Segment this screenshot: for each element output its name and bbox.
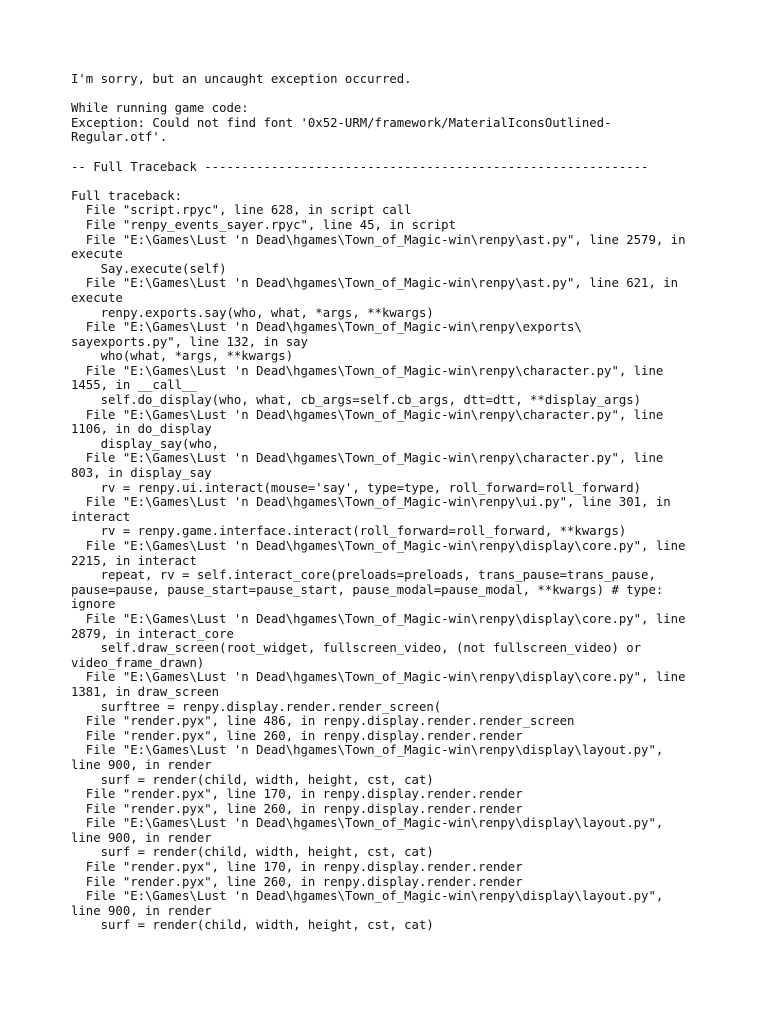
- traceback-line: surf = render(child, width, height, cst, cat): [71, 845, 434, 860]
- traceback-line: File "E:\Games\Lust 'n Dead\hgames\Town_of_Magic-win\renpy\ast.py", line 2579, in: [71, 232, 686, 247]
- traceback-line: File "E:\Games\Lust 'n Dead\hgames\Town_of_Magic-win\renpy\character.py", line: [71, 451, 664, 466]
- traceback-line: File "E:\Games\Lust 'n Dead\hgames\Town_of_Magic-win\renpy\display\layout.py",: [71, 889, 664, 904]
- traceback-line: pause=pause, pause_start=pause_start, pause_modal=pause_modal, **kwargs) # type:: [71, 582, 664, 597]
- traceback-line: File "render.pyx", line 170, in renpy.display.render.render: [71, 787, 523, 802]
- blank-line: [71, 174, 731, 189]
- traceback-line: self.do_display(who, what, cb_args=self.cb_args, dtt=dtt, **display_args): [71, 393, 642, 408]
- traceback-line: File "E:\Games\Lust 'n Dead\hgames\Town_of_Magic-win\renpy\display\layout.py",: [71, 816, 664, 831]
- traceback-line: video_frame_drawn): [71, 655, 205, 670]
- traceback-line: sayexports.py", line 132, in say: [71, 334, 308, 349]
- traceback-line: surf = render(child, width, height, cst, cat): [71, 772, 434, 787]
- traceback-line: renpy.exports.say(who, what, *args, **kwargs): [71, 305, 434, 320]
- traceback-line: execute: [71, 290, 123, 305]
- traceback-line: File "E:\Games\Lust 'n Dead\hgames\Town_of_Magic-win\renpy\ast.py", line 621, in: [71, 276, 679, 291]
- traceback-line: display_say(who,: [71, 436, 220, 451]
- traceback-line: File "render.pyx", line 260, in renpy.display.render.render: [71, 728, 523, 743]
- traceback-heading: Full traceback:: [71, 188, 183, 203]
- traceback-line: repeat, rv = self.interact_core(preloads=preloads, trans_pause=trans_pause,: [71, 568, 656, 583]
- traceback-line: 2879, in interact_core: [71, 626, 234, 641]
- traceback-line: File "E:\Games\Lust 'n Dead\hgames\Town_of_Magic-win\renpy\display\core.py", line: [71, 539, 686, 553]
- traceback-line: File "render.pyx", line 260, in renpy.display.render.render: [71, 874, 523, 889]
- blank-line: [71, 87, 731, 102]
- traceback-line: File "E:\Games\Lust 'n Dead\hgames\Town_of_Magic-win\renpy\display\core.py", line: [71, 670, 686, 685]
- traceback-line: File "render.pyx", line 260, in renpy.display.render.render: [71, 801, 523, 816]
- traceback-line: execute: [71, 247, 123, 262]
- blank-line: [71, 145, 731, 160]
- traceback-line: self.draw_screen(root_widget, fullscreen_video, (not fullscreen_video) or: [71, 641, 642, 656]
- traceback-line: surf = render(child, width, height, cst, cat): [71, 918, 434, 933]
- traceback-line: line 900, in render: [71, 757, 212, 772]
- traceback-line: File "E:\Games\Lust 'n Dead\hgames\Town_of_Magic-win\renpy\ui.py", line 301, in: [71, 495, 671, 510]
- traceback-line: surftree = renpy.display.render.render_screen(: [71, 699, 442, 714]
- traceback-line: File "render.pyx", line 170, in renpy.display.render.render: [71, 860, 523, 875]
- full-traceback-divider: -- Full Traceback ------------------------------------------------------------: [71, 159, 649, 174]
- traceback-line: File "E:\Games\Lust 'n Dead\hgames\Town_of_Magic-win\renpy\exports\: [71, 320, 582, 335]
- traceback-line: 1381, in draw_screen: [71, 684, 220, 699]
- traceback-line: File "render.pyx", line 486, in renpy.display.render.render_screen: [71, 714, 575, 729]
- traceback-document: [71, 72, 731, 933]
- traceback-line: who(what, *args, **kwargs): [71, 349, 294, 364]
- traceback-line: 803, in display_say: [71, 466, 212, 481]
- traceback-line: 1455, in __call__: [71, 378, 197, 393]
- error-message: I'm sorry, but an uncaught exception occurred.: [71, 72, 412, 86]
- traceback-line: rv = renpy.game.interface.interact(roll_forward=roll_forward, **kwargs): [71, 524, 627, 539]
- exception-text: Regular.otf'.: [71, 130, 168, 145]
- traceback-line: interact: [71, 509, 131, 524]
- traceback-line: rv = renpy.ui.interact(mouse='say', type=type, roll_forward=roll_forward): [71, 480, 642, 495]
- traceback-line: 2215, in interact: [71, 553, 197, 568]
- traceback-line: File "renpy_events_sayer.rpyc", line 45, in script: [71, 217, 456, 232]
- traceback-line: File "E:\Games\Lust 'n Dead\hgames\Town_of_Magic-win\renpy\character.py", line: [71, 363, 664, 378]
- traceback-line: ignore: [71, 597, 116, 612]
- context-heading: While running game code:: [71, 101, 249, 116]
- traceback-line: File "E:\Games\Lust 'n Dead\hgames\Town_of_Magic-win\renpy\display\core.py", line: [71, 611, 686, 626]
- traceback-line: line 900, in render: [71, 830, 212, 845]
- traceback-line: line 900, in render: [71, 903, 212, 918]
- traceback-line: File "E:\Games\Lust 'n Dead\hgames\Town_of_Magic-win\renpy\display\layout.py",: [71, 743, 664, 758]
- traceback-line: File "E:\Games\Lust 'n Dead\hgames\Town_of_Magic-win\renpy\character.py", line: [71, 407, 664, 422]
- traceback-line: Say.execute(self): [71, 261, 227, 276]
- exception-text: Exception: Could not find font '0x52-URM/framework/MaterialIconsOutlined-: [71, 115, 612, 130]
- traceback-line: File "script.rpyc", line 628, in script call: [71, 203, 412, 218]
- traceback-line: 1106, in do_display: [71, 422, 212, 437]
